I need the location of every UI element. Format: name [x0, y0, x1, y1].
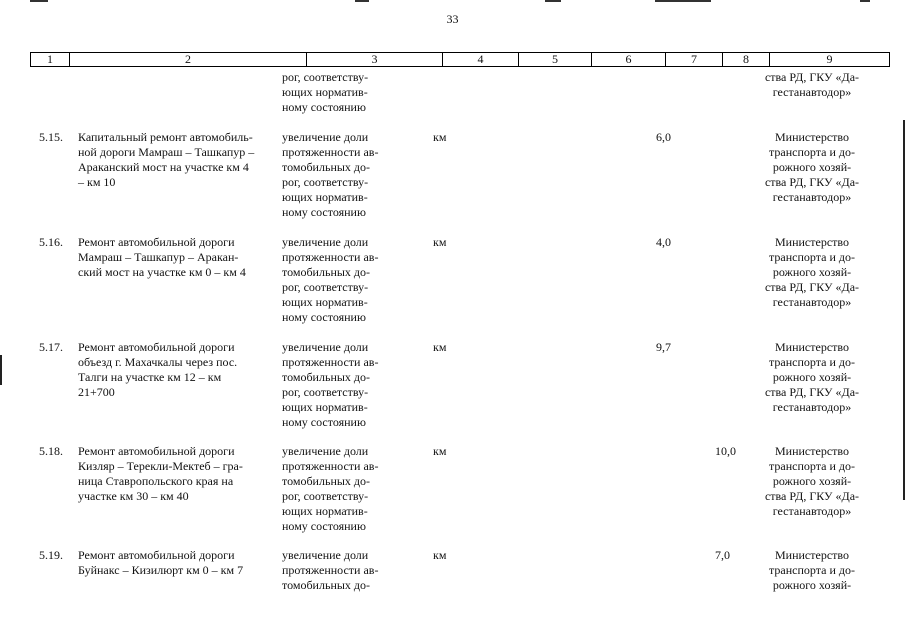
- table-body: [0, 70, 905, 608]
- indicator-text: рог, соответству- ющих норматив- ному состоянию: [282, 70, 369, 114]
- header-cell: 3: [307, 53, 443, 67]
- unit-text: км: [433, 340, 447, 354]
- indicator-text: увеличение доли протяженности ав- томобильных до- рог, соответству- ющих норматив- ному состоянию: [282, 130, 379, 219]
- event-name: Капитальный ремонт автомобиль- ной дороги Мамраш – Ташкапур – Араканский мост на участке км 4 – км 10: [78, 130, 255, 189]
- unit-text: км: [433, 130, 447, 144]
- indicator-text: увеличение доли протяженности ав- томобильных до-: [282, 548, 379, 592]
- header-cell: 1: [31, 53, 70, 67]
- table-row: [0, 130, 905, 235]
- executor-text: Министерство транспорта и до- рожного хозяй-: [769, 548, 855, 592]
- unit-text: км: [433, 444, 447, 458]
- scan-artifact: [860, 0, 870, 2]
- scan-artifact: [545, 0, 561, 2]
- indicator-text: увеличение доли протяженности ав- томобильных до- рог, соответству- ющих норматив- ному состоянию: [282, 235, 379, 324]
- scan-artifact: [355, 0, 369, 2]
- indicator-text: увеличение доли протяженности ав- томобильных до- рог, соответству- ющих норматив- ному состоянию: [282, 340, 379, 429]
- table-row: [0, 548, 905, 608]
- value-col7: 6,0: [656, 130, 671, 144]
- event-name: Ремонт автомобильной дороги Буйнакс – Кизилюрт км 0 – км 7: [78, 548, 244, 577]
- indicator-text: увеличение доли протяженности ав- томобильных до- рог, соответству- ющих норматив- ному состоянию: [282, 444, 379, 533]
- table-row: [0, 444, 905, 548]
- column-number-header: [30, 52, 890, 67]
- continuation-row: [0, 70, 905, 130]
- event-name: Ремонт автомобильной дороги объезд г. Махачкалы через пос. Талги на участке км 12 – км 21+700: [78, 340, 238, 399]
- row-number: 5.18.: [39, 444, 63, 458]
- value-col7: 9,7: [656, 340, 671, 354]
- executor-text: ства РД, ГКУ «Да- гестанавтодор»: [764, 70, 860, 99]
- scan-artifact: [30, 0, 48, 2]
- row-number: 5.15.: [39, 130, 63, 144]
- executor-text: Министерство транспорта и до- рожного хозяй- ства РД, ГКУ «Да- гестанавтодор»: [764, 444, 860, 518]
- table-row: [0, 340, 905, 444]
- value-col8: 10,0: [715, 444, 736, 458]
- scan-artifact: [655, 0, 711, 2]
- header-cell: 8: [723, 53, 770, 67]
- row-number: 5.16.: [39, 235, 63, 249]
- header-cell: 7: [666, 53, 723, 67]
- header-cell: 5: [519, 53, 592, 67]
- executor-text: Министерство транспорта и до- рожного хозяй- ства РД, ГКУ «Да- гестанавтодор»: [764, 130, 860, 204]
- value-col7: 4,0: [656, 235, 671, 249]
- header-cell: 9: [770, 53, 890, 67]
- header-cell: 6: [592, 53, 666, 67]
- executor-text: Министерство транспорта и до- рожного хозяй- ства РД, ГКУ «Да- гестанавтодор»: [764, 235, 860, 309]
- unit-text: км: [433, 548, 447, 562]
- page-number: 33: [446, 12, 459, 26]
- executor-text: Министерство транспорта и до- рожного хозяй- ства РД, ГКУ «Да- гестанавтодор»: [764, 340, 860, 414]
- event-name: Ремонт автомобильной дороги Мамраш – Ташкапур – Аракан- ский мост на участке км 0 – км 4: [78, 235, 246, 279]
- row-number: 5.19.: [39, 548, 63, 562]
- row-number: 5.17.: [39, 340, 63, 354]
- value-col8: 7,0: [715, 548, 730, 562]
- header-cell: 2: [70, 53, 307, 67]
- unit-text: км: [433, 235, 447, 249]
- table-row: [0, 235, 905, 340]
- event-name: Ремонт автомобильной дороги Кизляр – Терекли-Мектеб – гра- ница Ставропольского края на участке км 30 – км 40: [78, 444, 243, 503]
- header-cell: 4: [443, 53, 519, 67]
